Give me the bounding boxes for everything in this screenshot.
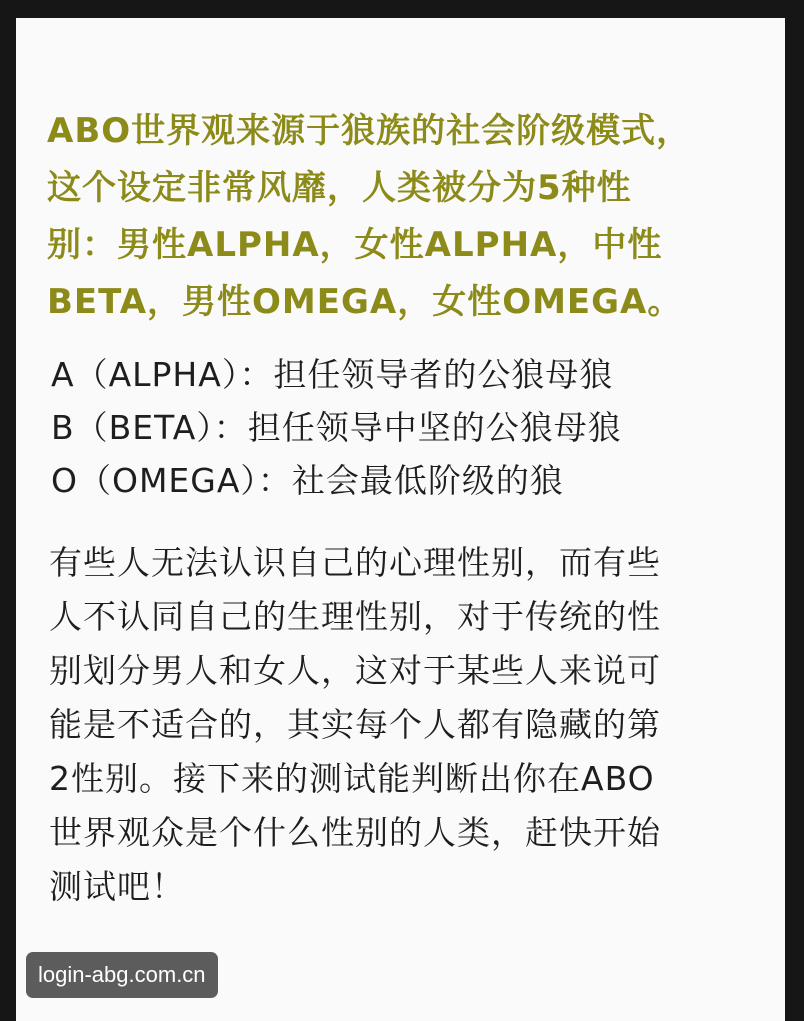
definition-list (51, 348, 771, 507)
paragraph-line: 2性别。接下来的测试能判断出你在ABO (49, 759, 655, 798)
headline (47, 103, 767, 331)
paragraph-line: 有些人无法认识自己的心理性别，而有些 (49, 543, 661, 582)
definition-alpha: A（ALPHA）：担任领导者的公狼母狼 (51, 355, 614, 394)
headline-line: BETA，男性OMEGA，女性OMEGA。 (47, 282, 683, 322)
paragraph-line: 别划分男人和女人，这对于某些人来说可 (49, 651, 661, 690)
intro-paragraph (49, 536, 769, 914)
headline-line: 这个设定非常风靡，人类被分为5种性 (47, 168, 632, 208)
watermark-badge: login-abg.com.cn (26, 952, 218, 998)
definition-beta: B（BETA）：担任领导中坚的公狼母狼 (51, 408, 622, 447)
headline-line: 别：男性ALPHA，女性ALPHA，中性 (47, 225, 663, 265)
definition-omega: O（OMEGA）：社会最低阶级的狼 (51, 461, 564, 500)
paragraph-line: 能是不适合的，其实每个人都有隐藏的第 (49, 705, 661, 744)
paragraph-line: 测试吧！ (49, 867, 185, 906)
paragraph-line: 人不认同自己的生理性别，对于传统的性 (49, 597, 661, 636)
paragraph-line: 世界观众是个什么性别的人类，赶快开始 (49, 813, 661, 852)
headline-line: ABO世界观来源于狼族的社会阶级模式， (47, 111, 692, 151)
